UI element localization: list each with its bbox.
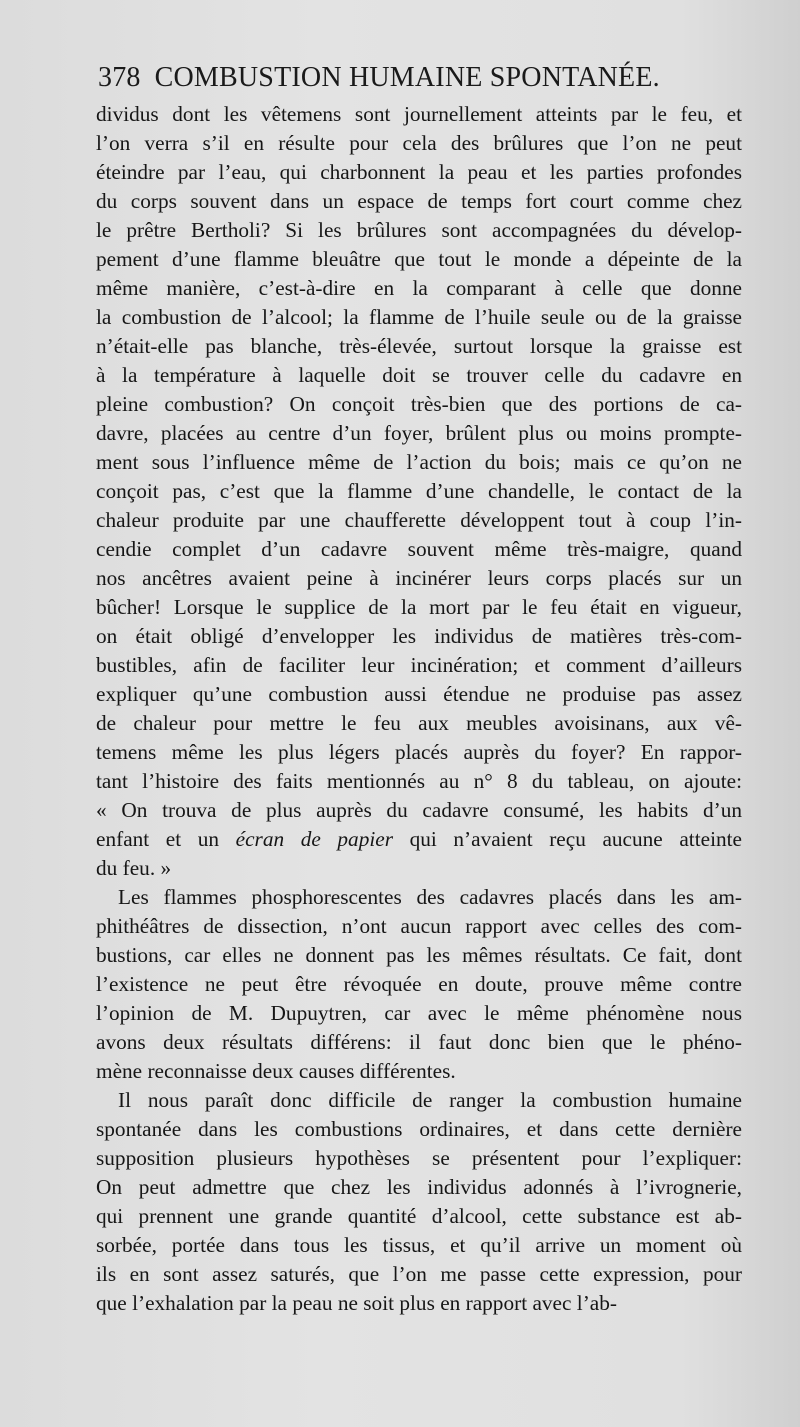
text-line: sorbée, portée dans tous les tissus, et qu’il arrive un moment où [96, 1233, 742, 1257]
text-line: la combustion de l’alcool; la flamme de l’huile seule ou de la graisse [96, 305, 742, 329]
text-line: On peut admettre que chez les individus adonnés à l’ivrognerie, [96, 1175, 742, 1199]
text-line: enfant et un écran de papier qui n’avaient reçu aucune atteinte [96, 827, 743, 851]
text-line: que l’exhalation par la peau ne soit plus en rapport avec l’ab- [96, 1291, 617, 1315]
text-line: spontanée dans les combustions ordinaires, et dans cette dernière [96, 1117, 742, 1141]
text-line: bustions, car elles ne donnent pas les mêmes résultats. Ce fait, dont [96, 943, 742, 967]
text-line: ils en sont assez saturés, que l’on me passe cette expression, pour [96, 1262, 742, 1286]
text-line: le prêtre Bertholi? Si les brûlures sont accompagnées du dévelop- [96, 218, 742, 242]
text-line: on était obligé d’envelopper les individus de matières très-com- [96, 624, 742, 648]
text-line: l’on verra s’il en résulte pour cela des brûlures que l’on ne peut [96, 131, 742, 155]
running-title: COMBUSTION HUMAINE SPONTANÉE. [154, 62, 660, 93]
text-line: qui prennent une grande quantité d’alcool, cette substance est ab- [96, 1204, 742, 1228]
text-line: cendie complet d’un cadavre souvent même très-maigre, quand [96, 537, 742, 561]
text-line: du feu. » [96, 856, 172, 880]
text-line: à la température à laquelle doit se trouver celle du cadavre en [96, 363, 742, 387]
text-line: l’existence ne peut être révoquée en doute, prouve même contre [96, 972, 742, 996]
running-header [98, 62, 698, 98]
text-line: chaleur produite par une chaufferette développent tout à coup l’in- [96, 508, 742, 532]
text-line: même manière, c’est-à-dire en la comparant à celle que donne [96, 276, 742, 300]
text-line: « On trouva de plus auprès du cadavre consumé, les habits d’un [96, 798, 742, 822]
body-text [96, 100, 742, 1318]
text-line: bustibles, afin de faciliter leur incinération; et comment d’ailleurs [96, 653, 742, 677]
text-line: pleine combustion? On conçoit très-bien que des portions de ca- [96, 392, 742, 416]
text-line: Il nous paraît donc difficile de ranger la combustion humaine [118, 1088, 742, 1112]
text-line: mène reconnaisse deux causes différentes. [96, 1059, 456, 1083]
text-line: tant l’histoire des faits mentionnés au n° 8 du tableau, on ajoute: [96, 769, 742, 793]
text-line: supposition plusieurs hypothèses se présentent pour l’expliquer: [96, 1146, 742, 1170]
text-line: davre, placées au centre d’un foyer, brûlent plus ou moins prompte- [96, 421, 742, 445]
text-line: éteindre par l’eau, qui charbonnent la peau et les parties profondes [96, 160, 742, 184]
text-line: expliquer qu’une combustion aussi étendue ne produise pas assez [96, 682, 742, 706]
text-line: n’était-elle pas blanche, très-élevée, surtout lorsque la graisse est [96, 334, 742, 358]
paragraph [96, 100, 742, 883]
text-line: de chaleur pour mettre le feu aux meubles avoisinans, aux vê- [96, 711, 742, 735]
text-line: l’opinion de M. Dupuytren, car avec le même phénomène nous [96, 1001, 742, 1025]
text-line: conçoit pas, c’est que la flamme d’une chandelle, le contact de la [96, 479, 742, 503]
text-line: Les flammes phosphorescentes des cadavres placés dans les am- [118, 885, 742, 909]
text-line: nos ancêtres avaient peine à incinérer leurs corps placés sur un [96, 566, 742, 590]
text-line: pement d’une flamme bleuâtre que tout le monde a dépeinte de la [96, 247, 742, 271]
text-line: du corps souvent dans un espace de temps fort court comme chez [96, 189, 742, 213]
text-line: avons deux résultats différens: il faut donc bien que le phéno- [96, 1030, 742, 1054]
paragraph [96, 1086, 742, 1318]
text-line: dividus dont les vêtemens sont journellement atteints par le feu, et [96, 102, 742, 126]
text-line: bûcher! Lorsque le supplice de la mort par le feu était en vigueur, [96, 595, 742, 619]
page-number: 378 [98, 62, 141, 93]
text-line: temens même les plus légers placés auprès du foyer? En rappor- [96, 740, 742, 764]
text-line: phithéâtres de dissection, n’ont aucun rapport avec celles des com- [96, 914, 742, 938]
italic-text: écran de papier [235, 827, 394, 851]
paragraph [96, 883, 742, 1086]
text-line: ment sous l’influence même de l’action du bois; mais ce qu’on ne [96, 450, 742, 474]
